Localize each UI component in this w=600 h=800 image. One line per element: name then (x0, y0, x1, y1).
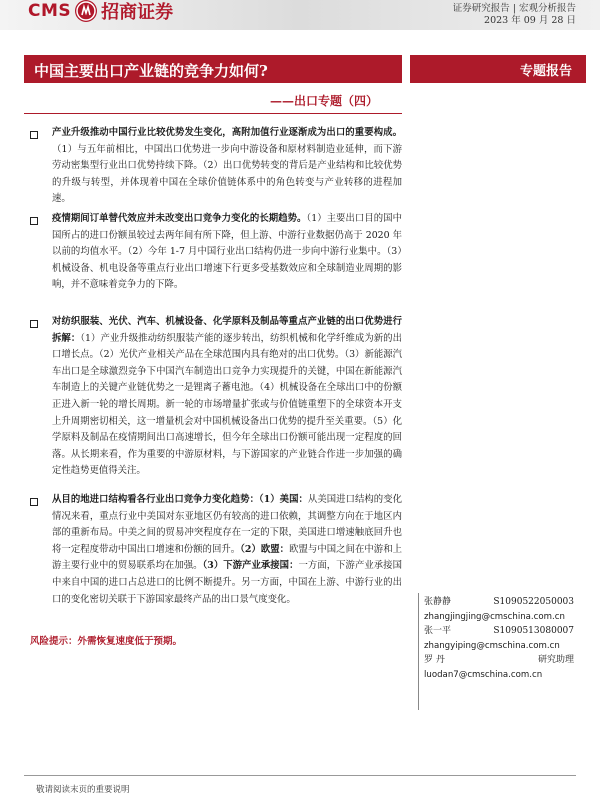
inline-heading: （3）下游产业承接国： (202, 560, 299, 572)
bullet-icon (30, 131, 38, 139)
paragraph-text: （1）与五年前相比，中国出口优势进一步向中游设备和原材料制造业延伸，而下游劳动密集型行业出口优势持续下降。（2）出口优势转变的背后是产业结构和比较优势的升级与转型，并体现着中国在全球价值链体系中的角色转变与产业转移的进程加速。 (52, 143, 402, 205)
doc-type: 证券研究报告 | 宏观分析报告 (452, 3, 576, 14)
paragraph-text: （1）产业升级推动纺织服装产能的逐步转出，纺织机械和化学纤维成为新的出口增长点。（2）光伏产业相关产品在全球范围内具有绝对的出口优势。（3）新能源汽车出口是全球激烈竞争下中国汽车制造出口竞争力实现提升的关键，中国在新能源汽车制造上的关键产业链优势之一是锂离子蓄电池。（4）机械设备在全球出口中的份额正进入新一轮的增长周期。新一轮的市场增量扩张或与价值链重塑下的全球资本开支上升周期密切相关，这一增量机会对中国机械设备出口优势的提升至关重要。（5）化学原料及制品在疫情期间出口高速增长，但今年全球出口份额可能出现一定程度的回落。从长期来看，作为重要的中游原材料，与下游国家的产业链合作进一步加强的确定性趋势更值得关注。 (52, 332, 402, 477)
footer-note: 敬请阅读末页的重要说明 (36, 785, 130, 795)
analyst-email[interactable]: luodan7@cmschina.com.cn (424, 669, 543, 680)
analyst-row (424, 653, 574, 668)
report-subtitle: ——出口专题（四） (270, 94, 379, 108)
risk-warning: 风险提示：外需恢复速度低于预期。 (30, 636, 183, 647)
analyst-name: 张静静 (424, 597, 452, 607)
analyst-name: 罗 丹 (424, 655, 445, 666)
logo-cn: 招商证券 (101, 2, 174, 23)
paragraph-lead: 从目的地进口结构看各行业出口竞争力变化趋势： (52, 494, 259, 505)
analyst-row (424, 624, 574, 639)
report-type: 专题报告 (519, 64, 572, 79)
paragraph-text: （1）主要出口目的国中国所占的进口份额虽较过去两年间有所下降，但上游、中游行业数据仍高于 2020 年以前的均值水平。（2）今年 1-7 月中国行业出口结构仍进一步向中游行业集中。（3）机械设备、机电设备等重点行业出口增速下行更多受基数效应和全球制造业周期的影响，并不意味着竞争力的下降。 (52, 213, 402, 291)
summary-paragraph-1 (52, 125, 402, 208)
logo-en: CMS (28, 1, 72, 21)
analyst-name: 张一平 (424, 626, 452, 637)
analyst-row (424, 595, 574, 610)
paragraph-lead: 产业升级推动中国行业比较优势发生变化，高附加值行业逐渐成为出口的重要构成。 (52, 127, 402, 138)
report-title: 中国主要出口产业链的竞争力如何? (34, 62, 268, 80)
paragraph-lead: 疫情期间订单替代效应并未改变出口竞争力变化的长期趋势。 (52, 213, 307, 224)
cms-logo (28, 0, 173, 22)
bullet-icon (30, 217, 38, 225)
analyst-id: S1090513080007 (493, 626, 574, 637)
bullet-icon (30, 320, 38, 328)
analyst-list (424, 595, 574, 683)
analyst-id: 研究助理 (537, 655, 574, 666)
report-date: 2023 年 09 月 28 日 (484, 15, 576, 26)
inline-heading: （1）美国： (259, 494, 308, 505)
analyst-id: S1090522050003 (493, 597, 574, 607)
analyst-email[interactable]: zhangyiping@cmschina.com.cn (424, 640, 560, 651)
summary-paragraph-2 (52, 211, 402, 294)
report-type-bar (410, 55, 586, 83)
summary-paragraph-4 (52, 492, 402, 608)
logo-mark-icon (75, 0, 97, 22)
analyst-email[interactable]: zhangjingjing@cmschina.com.cn (424, 611, 565, 622)
inline-heading: （2）欧盟： (240, 543, 290, 555)
title-divider (24, 113, 402, 114)
summary-paragraph-3 (52, 314, 402, 480)
analyst-divider (418, 593, 419, 710)
bullet-icon (30, 498, 38, 506)
title-bar (24, 55, 402, 83)
footer-divider (24, 775, 576, 776)
paragraph-text: （1）美国：从美国进口结构的变化情况来看，重点行业中美国对东亚地区仍有较高的进口依赖，其调整方向在于地区内部的重新布局。中美之间的贸易冲突程度存在一定的下限，美国进口增速触底回升也将一定程度带动中国出口增速和份额的回升。（2）欧盟：欧盟与中国之间在中游和上游主要行业中的贸易联系均在加强。（3）下游产业承接国：一方面，下游产业承接国中来自中国的进口占总进口的比例不断提升。另一方面，中国在上游、中游行业的出口的变化密切关联于下游国家最终产品的出口景气度变化。 (52, 494, 402, 605)
paragraph-lead: 对纺织服装、光伏、汽车、机械设备、化学原料及制品等重点产业链的出口优势进行拆解： (52, 316, 402, 344)
